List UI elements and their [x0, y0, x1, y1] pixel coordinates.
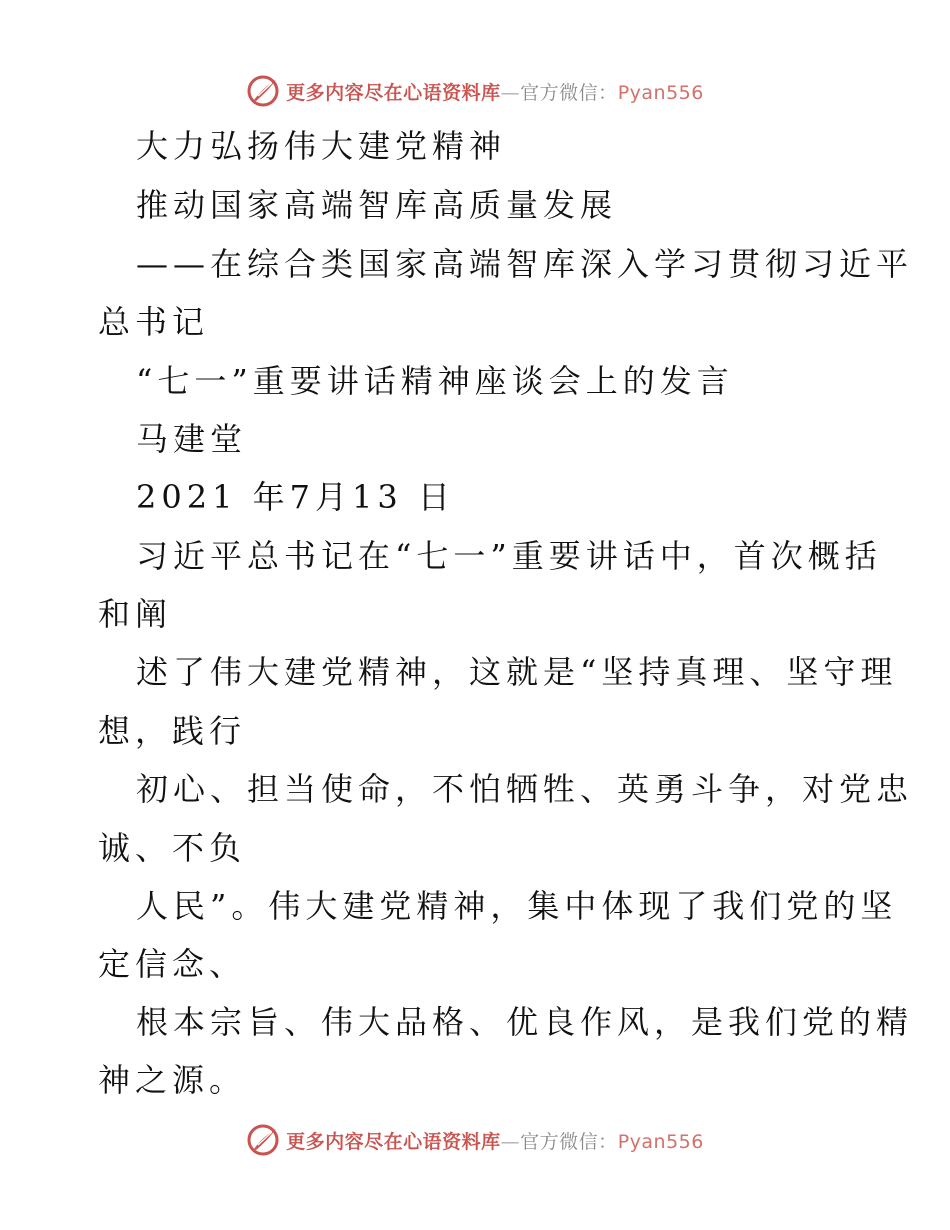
paragraph-2-wrap: 想，践行	[98, 712, 247, 750]
watermark-separator: —	[500, 1130, 521, 1153]
watermark-wechat-id: Pyan556	[617, 1130, 704, 1153]
watermark-site: 更多内容尽在心语资料库	[286, 1130, 501, 1153]
subtitle-line-1: ——在综合类国家高端智库深入学习贯彻习近平	[136, 245, 914, 283]
paragraph-3-line: 初心、担当使命，不怕牺牲、英勇斗争，对党忠	[136, 770, 914, 808]
feather-logo-icon	[246, 1123, 280, 1157]
subtitle-line-2: “七一”重要讲话精神座谈会上的发言	[136, 362, 734, 400]
watermark-wechat-id: Pyan556	[617, 81, 704, 104]
paragraph-5-line: 根本宗旨、伟大品格、优良作风，是我们党的精	[136, 1003, 914, 1041]
subtitle-line-1-wrap: 总书记	[98, 303, 210, 341]
title-line-2: 推动国家高端智库高质量发展	[136, 186, 618, 224]
paragraph-4-wrap: 定信念、	[98, 945, 247, 983]
watermark-label: 官方微信：	[520, 1130, 618, 1153]
watermark-site: 更多内容尽在心语资料库	[286, 81, 501, 104]
watermark-label: 官方微信：	[520, 81, 618, 104]
paragraph-4-line: 人民”。伟大建党精神，集中体现了我们党的坚	[136, 887, 898, 925]
paragraph-5-wrap: 神之源。	[98, 1061, 247, 1099]
paragraph-1-line: 习近平总书记在“七一”重要讲话中，首次概括	[136, 537, 882, 575]
paragraph-3-wrap: 诚、不负	[98, 829, 247, 867]
footer-watermark	[0, 1120, 950, 1160]
title-line-1: 大力弘扬伟大建党精神	[136, 127, 507, 165]
paragraph-1-wrap: 和阐	[98, 595, 173, 633]
paragraph-2-line: 述了伟大建党精神，这就是“坚持真理、坚守理	[136, 653, 898, 691]
watermark-separator: —	[500, 81, 521, 104]
date: 2021 年7月13 日	[136, 478, 455, 516]
author: 马建堂	[136, 420, 248, 458]
